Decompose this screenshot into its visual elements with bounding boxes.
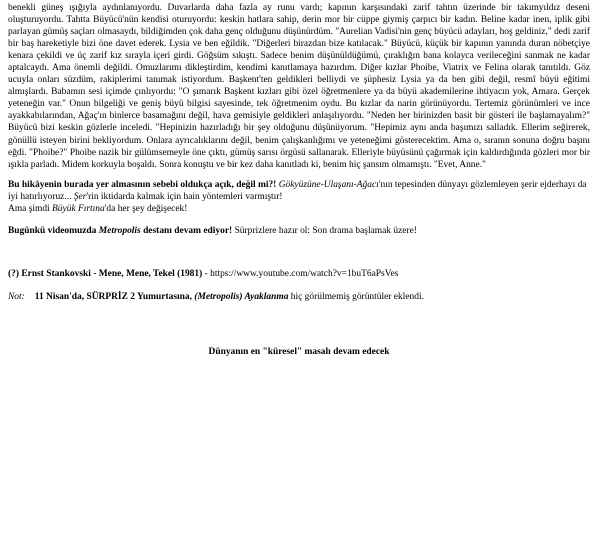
saga-name: Metropolis (98, 225, 141, 236)
note-bold: 11 Nisan'da, SÜRPRİZ 2 Yumurtasına, (34, 291, 195, 302)
closing-line: Dünyanın en "küresel" masalı devam edecek (208, 346, 390, 357)
reason-text-2: 'rin iktidarda kalmak için hain yöntemleri varmıştır! (86, 191, 283, 202)
tree-name: Gökyüzüne-Ulaşanı-Ağacı (278, 179, 379, 190)
storm-name: Büyük Fırtına (52, 203, 105, 214)
song-line (8, 268, 590, 280)
uprising-name: (Metropolis) Ayaklanma (194, 291, 289, 302)
document-page (8, 2, 590, 358)
video-paragraph (8, 225, 590, 237)
reason-text-3: Ama şimdi (8, 203, 53, 214)
reason-text-4: 'da her şey değişecek! (104, 203, 188, 214)
story-excerpt: benekli güneş ışığıyla aydınlanıyordu. Duvarlarda daha fazla ay runu vardı; kapının karşısındaki zarif tahtın üzerinde bir takımyıldız deseni oluşturuyordu. Tahtta Büyücü'nün kendisi oturuyordu: keskin hatlara sahip, derin mor bir cüppe giymiş çarpıcı bir kadın. Beline kadar inen, iplik gibi parlayan gümüş saçları olmasaydı, bildiğimden çok daha genç olduğunu düşünürdüm. "Aurelian Vadisi'nin genç büyücü adayları, hoş geldiniz," dedi zarif bir baş hareketiyle bizi öne davet ederek. Lysia ve ben eğildik. "Diğerleri birazdan bize katılacak." Büyücü, küçük bir kapının yanında duran nöbetçiye kenara çekildi ve üç zarif kız sırayla içeri girdi. Göğsüm sıkıştı. Sadece benim düşünüldüğümü, çıraklığın bana kolayca verileceğini sanmak ne kadar aptalcaydı. Ama önemli değildi. Omuzlarımı dikleştirdim, kendimi kanıtlamaya hazırdım. Diğer kızlar Phoibe, Viatrix ve Felina olarak tanıtıldı. Göz ucuyla onları süzdüm, rakiplerimi tanımak istiyordum. Başkent'ten geldikleri belliydi ve şüphesiz Lysia ya da ben gibi değil, resmî büyü eğitimi almışlardı. Babamın sesi içimde çınlıyordu: "O şımarık Başkent kızları gibi özel öğretmenlere ya da büyü akademilerine ihtiyacın yok, Amara. Gerçek yeteneğin var." Onun bilgeliği ve geniş büyü bilgisi sayesinde, tek öğretmenim oydu. Bu kızlar da narin görünüyordu. Tertemiz görünümleri ve ince ayakkabılarından, Ağaç'ın binlerce basamağını değil, hava gemisiyle geldikleri anlaşılıyordu. "Neden her birinizden basit bir gösteri ile başlamayalım?" Büyücü bizi keskin gözlerle inceledi. "Hepinizin hazırladığı bir şey olduğunu düşünüyorum. "Hepimiz aynı anda başımızı salladık. Ellerim seğirerek, gönüllü isteyen birini bekliyordum. Onlara ayrıcalıklarını değil, benim çalışkanlığımı ve yeteneğimi gösterecektim. Ama o, sıranın sonuna doğru başını eğdi. "Phoibe?" Phoibe nazik bir gülümsemeyle öne çıktı, gümüş sarısı örgüsü sallanarak. Elleriyle büyüsünü çağırmak için kaldırdığında gözleri mor bir ışıkla parladı. Midem korkuyla boşaldı. Sonra konuştu ve bir kez daha kanıtladı ki, benim hiç şansım olmamıştı. "Evet, Anne." (8, 3, 590, 170)
note-label: Not: (8, 291, 25, 302)
reason-question: Bu hikâyenin burada yer almasının sebebi oldukça açık, değil mi?! (8, 179, 277, 190)
song-link[interactable]: - https://www.youtube.com/watch?v=1buT6aPsVes (202, 268, 399, 279)
note-text: hiç görülmemiş görüntüler eklendi. (288, 291, 424, 302)
video-intro: Bugünkü videomuzda Metropolis destanı devam ediyor! (8, 225, 233, 236)
reason-paragraph (8, 179, 590, 215)
song-title: (?) Ernst Stankovski - Mene, Mene, Tekel (1981) (8, 268, 203, 279)
ruler-name: Şer (73, 191, 87, 202)
note-line (8, 291, 590, 303)
video-teaser: Sürprizlere hazır ol: Son drama başlamak üzere! (232, 225, 417, 236)
reason-text-1: 'nın tepesinden dünyayı gözlemleyen şerir ejderhayı da iyi hatırlıyoruz... (8, 179, 587, 202)
